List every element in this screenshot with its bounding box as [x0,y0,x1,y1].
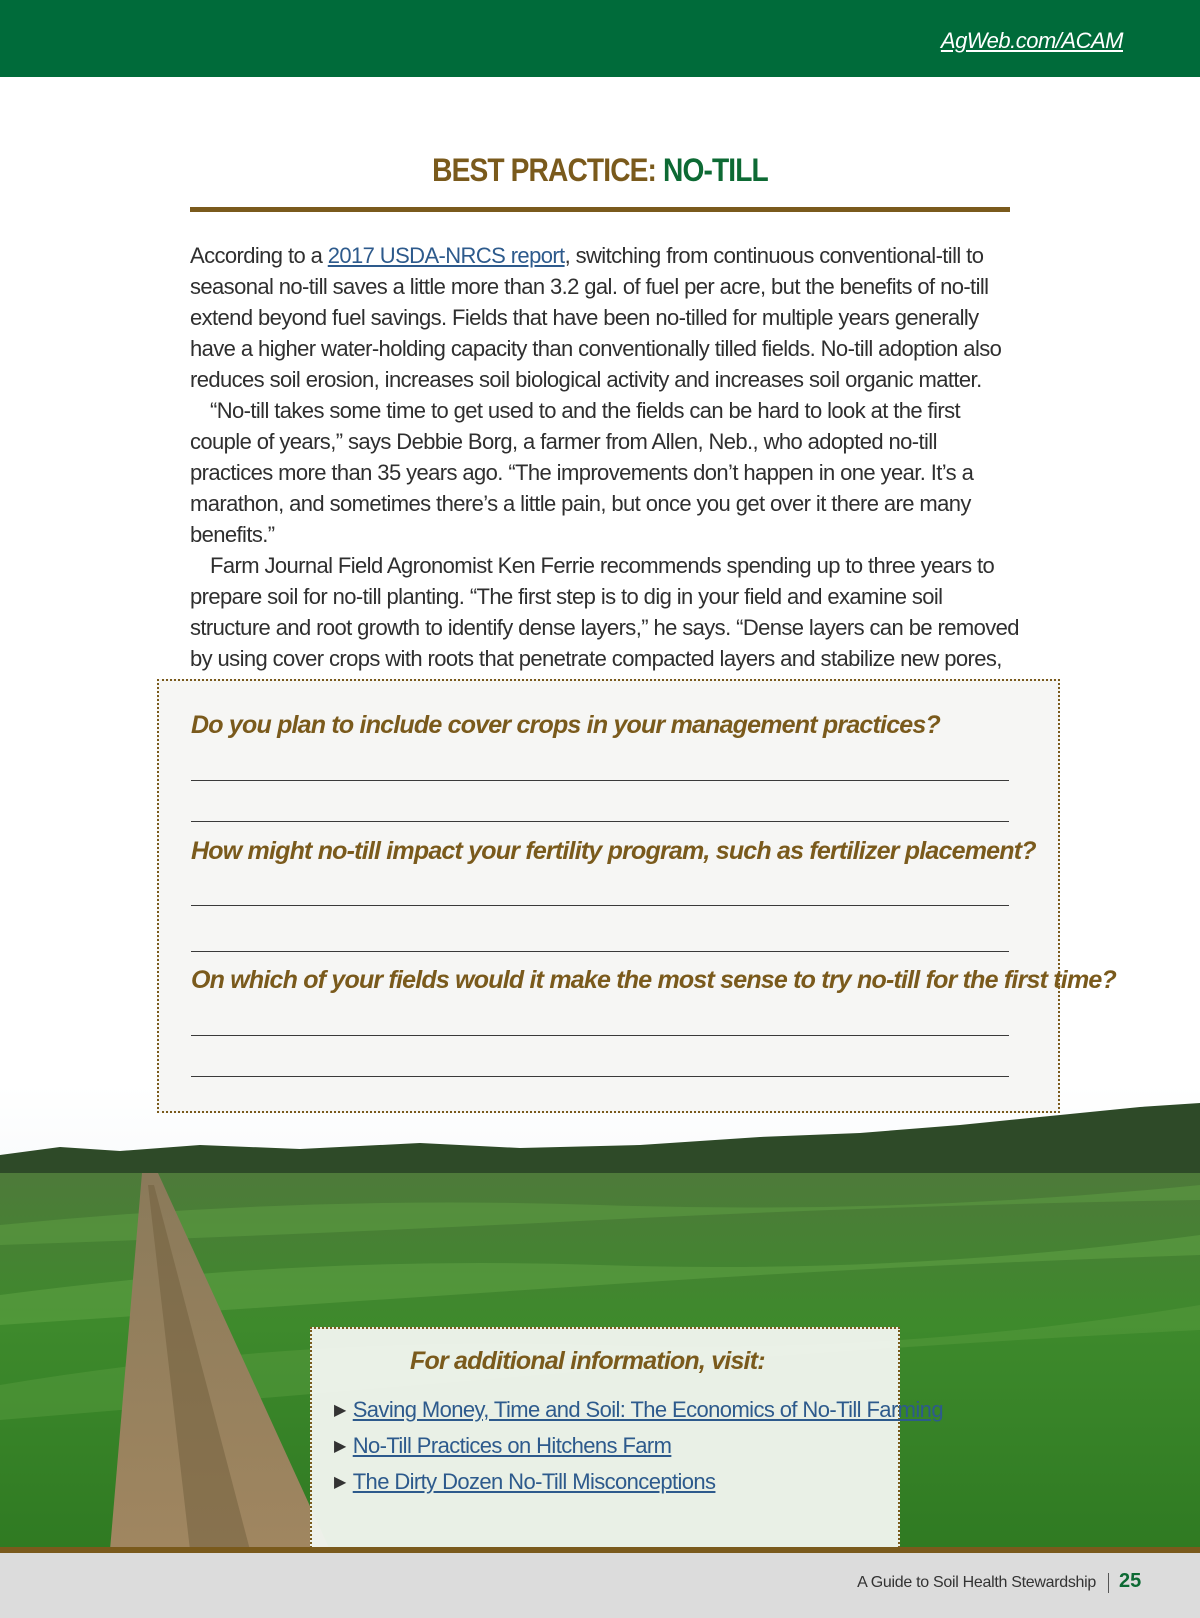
question-fertility-program: How might no-till impact your fertility program, such as fertilizer placement? [191,837,1036,865]
triangle-right-icon: ▶ [334,1474,346,1491]
dirty-dozen-link[interactable]: The Dirty Dozen No-Till Misconceptions [352,1469,716,1494]
answer-line[interactable] [191,821,1009,822]
article-body [190,240,1020,705]
answer-line[interactable] [191,905,1009,906]
answer-line[interactable] [191,1035,1009,1036]
paragraph-1-rest: , switching from continuous conventional-till to seasonal no-till saves a little more than 3.2 gal. of fuel per acre, but the benefits of no-till extend beyond fuel savings. Fields that have been no-tilled for multiple years generally have a higher water-holding capacity than conventionally tilled fields. No-till adoption also reduces soil erosion, increases soil biological activity and increases soil organic matter. [190,243,1002,392]
reflection-question-box [157,679,1116,1113]
title-underline [190,207,1010,212]
paragraph-1-intro: According to a [190,243,328,268]
question-which-fields: On which of your fields would it make the most sense to try no-till for the first time? [191,966,1116,994]
header-bar [0,0,1200,77]
triangle-right-icon: ▶ [334,1402,346,1419]
info-heading: For additional information, visit: [410,1347,765,1375]
title-accent: NO-TILL [662,152,768,188]
usda-report-link[interactable]: 2017 USDA-NRCS report [327,243,565,268]
additional-info-box [310,1327,943,1552]
page-title [239,152,961,189]
site-link[interactable]: AgWeb.com/ACAM [940,28,1123,53]
answer-line[interactable] [191,951,1009,952]
footer-divider [1108,1573,1109,1593]
guide-title: A Guide to Soil Health Stewardship [857,1574,1096,1591]
paragraph-1 [190,240,1020,395]
answer-line[interactable] [191,1076,1009,1077]
footer-bar [0,1553,1200,1618]
economics-no-till-link[interactable]: Saving Money, Time and Soil: The Economics of No-Till Farming [352,1397,943,1422]
hitchens-farm-link[interactable]: No-Till Practices on Hitchens Farm [352,1433,672,1458]
question-cover-crops: Do you plan to include cover crops in your management practices? [191,711,940,739]
paragraph-2: “No-till takes some time to get used to and the fields can be hard to look at the first couple of years,” says Debbie Borg, a farmer from Allen, Neb., who adopted no-till practices more than 35 years ago. “The improvements don’t happen in one year. It’s a marathon, and sometimes there’s a little pain, but once you get over it there are many benefits.” [190,398,974,547]
info-link-item [334,1469,715,1495]
info-link-item [334,1397,943,1423]
info-link-item [334,1433,671,1459]
triangle-right-icon: ▶ [334,1438,346,1455]
page-number: 25 [1119,1570,1142,1592]
title-prefix: BEST PRACTICE: [432,152,663,188]
paragraph-3: Farm Journal Field Agronomist Ken Ferrie recommends spending up to three years to prepare soil for no-till planting. “The first step is to dig in your field and examine soil structure and root growth to identify dense layers,” he says. “Dense layers can be removed by using cover crops with roots that penetrate compacted layers and stabilize new pores, [190,553,1019,671]
answer-line[interactable] [191,780,1009,781]
